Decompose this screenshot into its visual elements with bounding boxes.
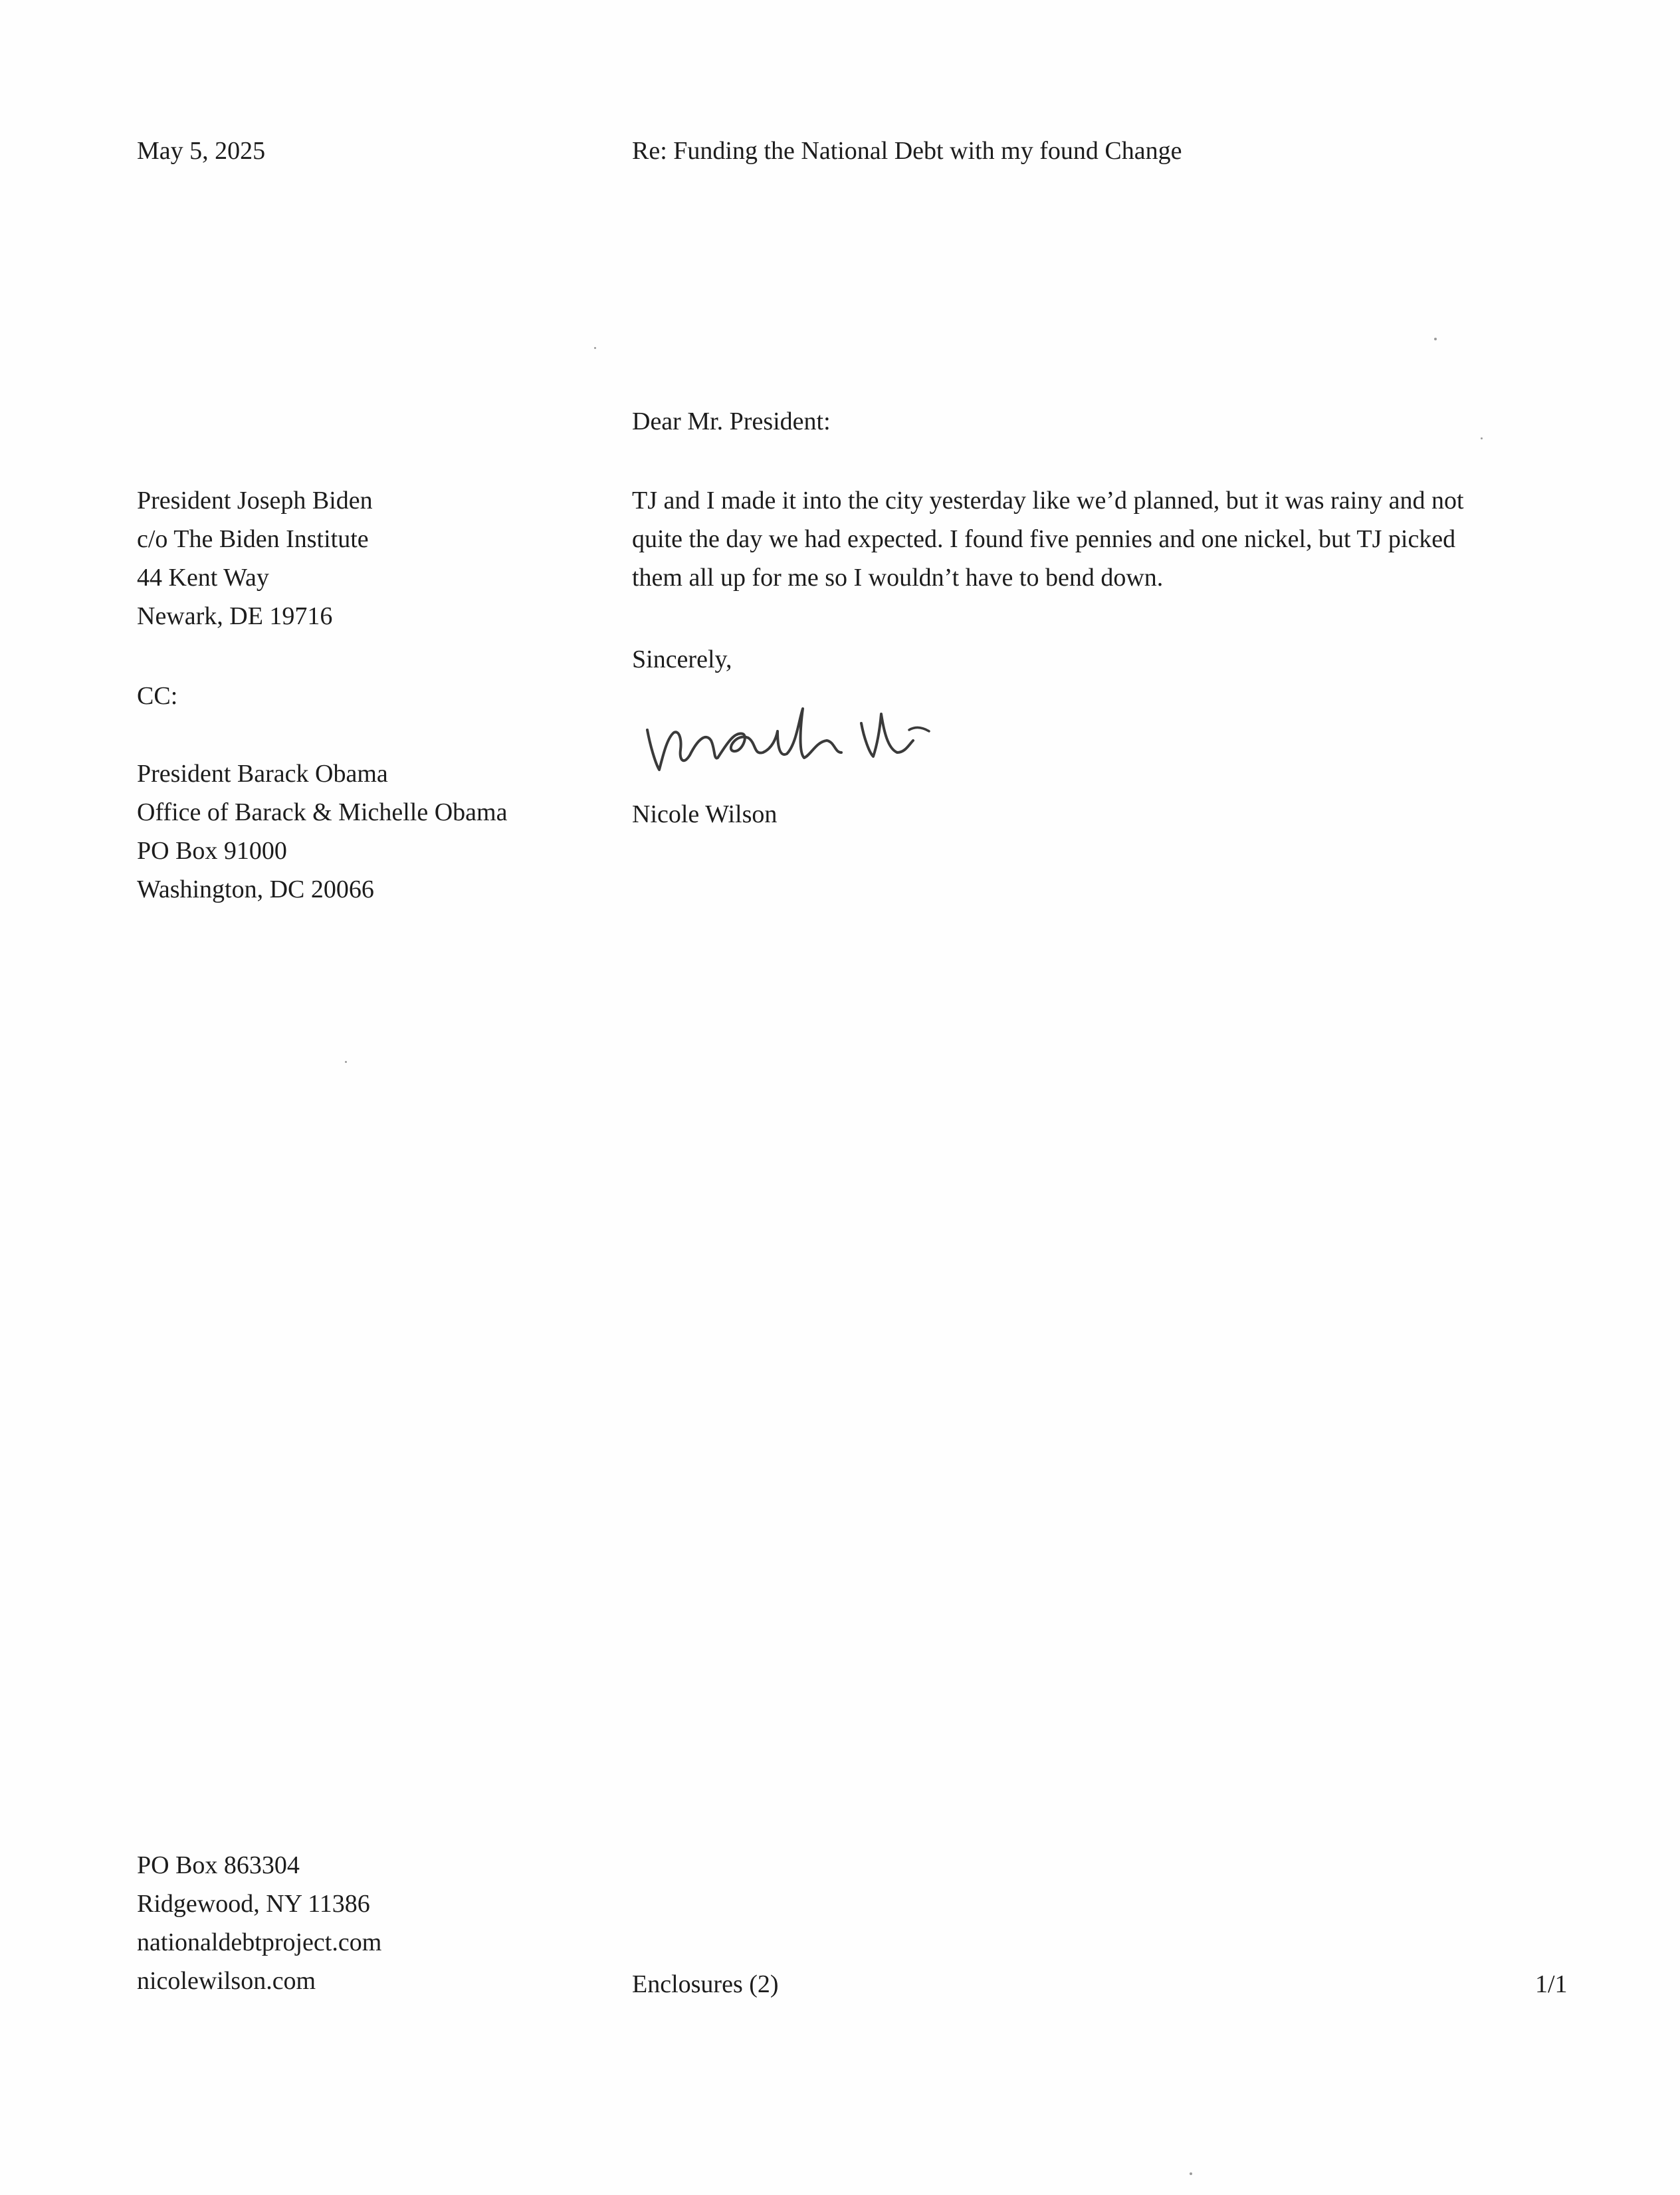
cc-line: PO Box 91000 (137, 837, 287, 865)
recipient-line: c/o The Biden Institute (137, 525, 369, 553)
sender-line: Ridgewood, NY 11386 (137, 1890, 370, 1918)
letter-date: May 5, 2025 (137, 137, 266, 165)
sender-address (137, 1846, 381, 2000)
page-number: 1/1 (1535, 1970, 1568, 1998)
sender-website: nicolewilson.com (137, 1967, 316, 1995)
recipient-line: Newark, DE 19716 (137, 602, 333, 630)
handwritten-signature (637, 691, 956, 778)
recipient-name: President Joseph Biden (137, 487, 373, 515)
scan-speck (594, 347, 596, 349)
cc-address (137, 754, 507, 909)
cc-line: Washington, DC 20066 (137, 875, 374, 903)
letter-body (632, 481, 1549, 597)
scan-speck (1434, 338, 1437, 340)
cc-label: CC: (137, 682, 178, 710)
recipient-address (137, 481, 373, 635)
sender-website: nationaldebtproject.com (137, 1928, 382, 1956)
subject-line: Re: Funding the National Debt with my found Change (632, 137, 1182, 165)
cc-name: President Barack Obama (137, 760, 388, 788)
signer-name: Nicole Wilson (632, 800, 778, 828)
scan-speck (345, 1061, 347, 1063)
enclosures-note: Enclosures (2) (632, 1970, 779, 1998)
scan-speck (1190, 2172, 1192, 2175)
closing: Sincerely, (632, 645, 732, 673)
sender-line: PO Box 863304 (137, 1851, 300, 1879)
recipient-line: 44 Kent Way (137, 564, 269, 592)
scan-speck (1481, 437, 1483, 439)
salutation: Dear Mr. President: (632, 407, 831, 435)
cc-line: Office of Barack & Michelle Obama (137, 798, 508, 826)
body-line: TJ and I made it into the city yesterday like we’d planned, but it was rainy and not (632, 487, 1464, 515)
body-line: them all up for me so I wouldn’t have to bend down. (632, 564, 1164, 592)
body-line: quite the day we had expected. I found five pennies and one nickel, but TJ picked (632, 525, 1456, 553)
